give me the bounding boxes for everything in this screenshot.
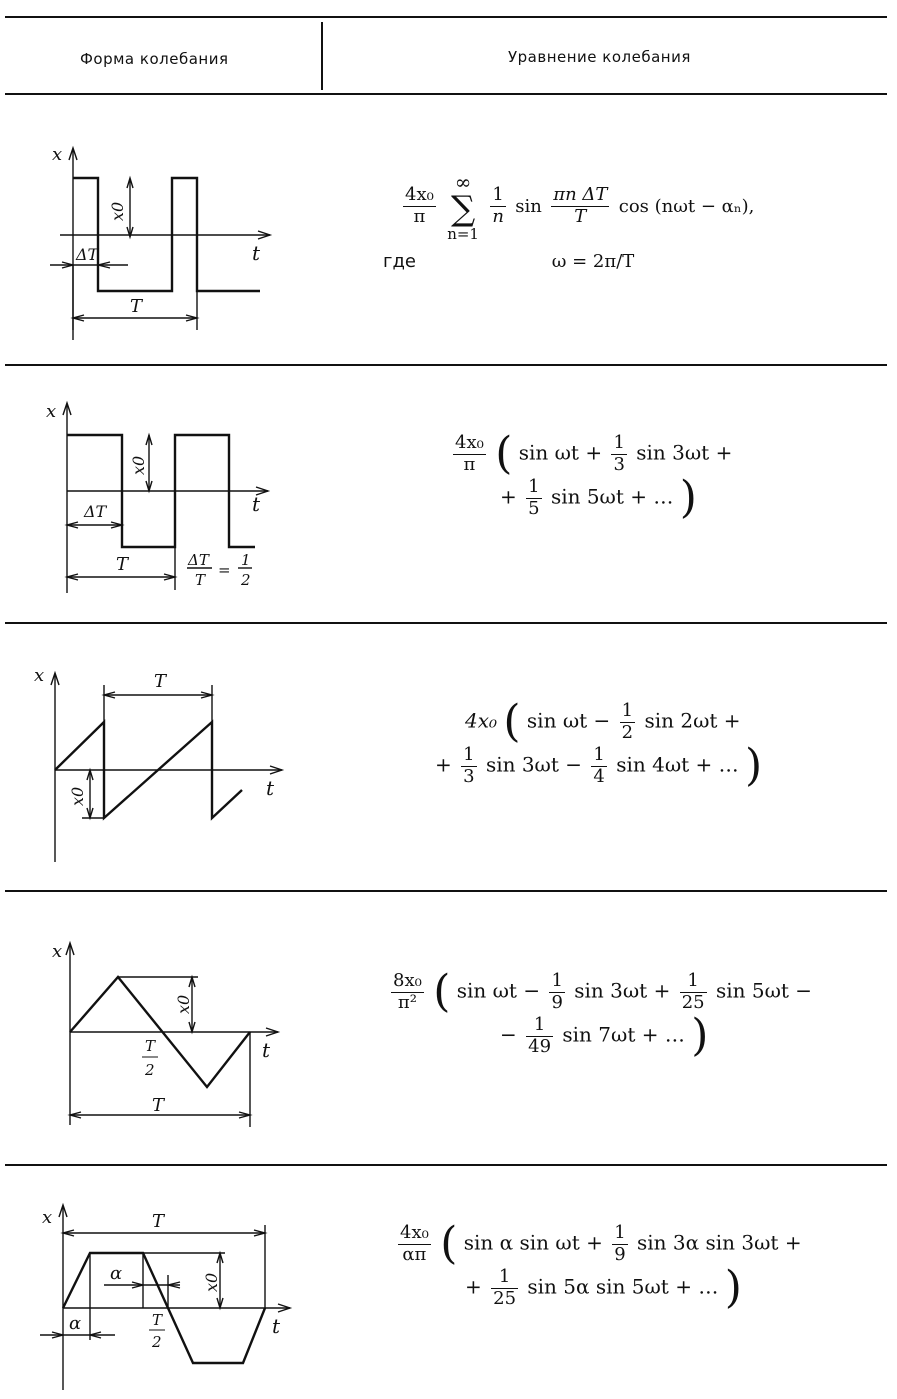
half-period-numerator: T	[145, 1037, 156, 1055]
ratio-numerator: ΔT	[188, 551, 209, 569]
axis-t-label: t	[252, 241, 261, 265]
period-label: T	[130, 296, 143, 317]
axis-t-label: t	[262, 1038, 271, 1062]
half-period-numerator: T	[152, 1311, 163, 1329]
half-numerator: 1	[241, 551, 251, 569]
period-label: T	[152, 1211, 165, 1232]
axis-t-label: t	[266, 776, 275, 800]
column-header-equation: Уравнение колебания	[508, 48, 691, 66]
axis-x-label: x	[52, 941, 63, 962]
waveform-triangle	[0, 935, 320, 1135]
half-denominator: 2	[241, 571, 251, 589]
top-rule	[5, 16, 887, 18]
waveform-square-wave	[0, 385, 320, 610]
equation-triangle: $\frac{\text{8x₀}}{\text{π²}}$ ( sin ωt − $\frac{1}{9}$ sin 3ωt + $\frac{1}{25}$ sin 5ωt − − $\frac{1}{49}$ sin 7ωt + … )	[393, 966, 813, 1061]
axis-t-label: t	[252, 492, 261, 516]
axis-x-label: x	[52, 144, 63, 165]
amplitude-label: x0	[129, 455, 148, 475]
alpha-label-top: α	[110, 1263, 123, 1284]
period-label: T	[116, 554, 129, 575]
half-period-denominator: 2	[152, 1333, 162, 1351]
alpha-label-bottom: α	[69, 1313, 82, 1334]
column-divider	[321, 22, 323, 90]
pulse-width-label: ΔT	[84, 502, 107, 521]
row-rule-3	[5, 890, 887, 892]
waveform-sawtooth	[0, 655, 320, 870]
waveform-rectangular-pulse	[0, 130, 320, 350]
ratio-denominator: T	[195, 571, 206, 589]
equation-square-wave: $\frac{\text{4x₀}}{\pi}$ ( sin ωt + $\frac{1}{3}$ sin 3ωt + + $\frac{1}{5}$ sin 5ωt + … )	[455, 428, 733, 523]
pulse-width-label: ΔT	[76, 245, 99, 264]
ratio-equals: =	[218, 561, 231, 579]
axis-t-label: t	[272, 1314, 281, 1338]
header-rule	[5, 93, 887, 95]
waveform-trapezoid	[0, 1195, 320, 1395]
amplitude-label: x0	[202, 1272, 221, 1292]
amplitude-label: x0	[108, 201, 127, 221]
half-period-denominator: 2	[145, 1061, 155, 1079]
axis-x-label: x	[42, 1207, 53, 1228]
equation-rectangular-pulse: $\frac{\text{4x₀}}{\pi}$ ∞ ∑ n=1 $\frac{1}{n}$ sin $\frac{\text{πn ΔT}}{T}$ cos (nωt − αₙ), где ω = 2π/T	[383, 170, 755, 272]
period-label: T	[152, 1095, 165, 1116]
amplitude-label: x0	[68, 786, 87, 806]
amplitude-label: x0	[174, 994, 193, 1014]
period-label: T	[154, 671, 167, 692]
column-header-waveform: Форма колебания	[80, 50, 229, 68]
equation-trapezoid: $\frac{\text{4x₀}}{\alpha\pi}$ ( sin α sin ωt + $\frac{1}{9}$ sin 3α sin 3ωt + + $\frac{1}{25}$ sin 5α sin 5ωt + … )	[400, 1218, 802, 1313]
row-rule-4	[5, 1164, 887, 1166]
row-rule-2	[5, 622, 887, 624]
axis-x-label: x	[34, 665, 45, 686]
equation-sawtooth: 4x₀ ( sin ωt − $\frac{1}{2}$ sin 2ωt + + $\frac{1}{3}$ sin 3ωt − $\frac{1}{4}$ sin 4ωt + … )	[435, 696, 763, 791]
axis-x-label: x	[46, 401, 57, 422]
row-rule-1	[5, 364, 887, 366]
